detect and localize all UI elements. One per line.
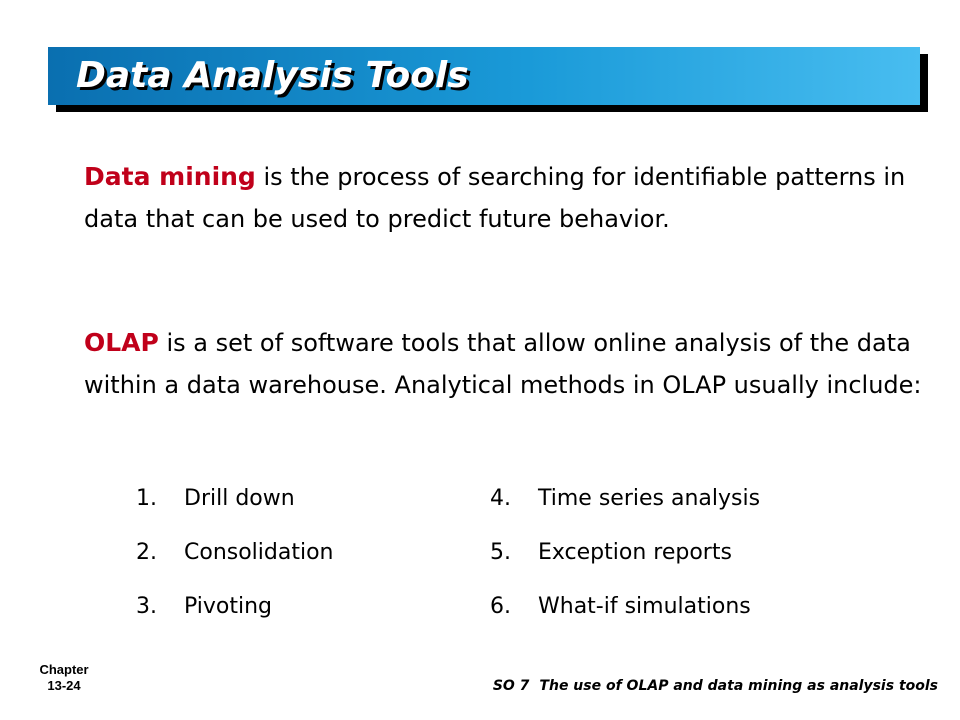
so-label: SO 7 (492, 678, 530, 694)
list-item (490, 585, 760, 639)
olap-term: OLAP (84, 328, 159, 357)
chapter-number: 13-24 (47, 678, 81, 693)
list-item (136, 477, 334, 531)
olap-paragraph (84, 322, 924, 406)
list-item (136, 585, 334, 639)
list-item (490, 477, 760, 531)
list-item (136, 531, 334, 585)
slide-title: Data Analysis Tools (76, 55, 469, 96)
list-number: 3. (136, 594, 157, 619)
list-label: Exception reports (538, 540, 732, 565)
list-number: 2. (136, 540, 157, 565)
list-label: Time series analysis (538, 486, 761, 511)
data-mining-definition: is the process of searching for identifiable patterns in data that can be used to predict future behavior. (84, 163, 906, 233)
so-text: The use of OLAP and data mining as analysis tools (539, 678, 938, 694)
list-item (490, 531, 760, 585)
list-number: 6. (490, 594, 511, 619)
list-label: Pivoting (184, 594, 273, 619)
list-label: Drill down (184, 486, 295, 511)
data-mining-paragraph (84, 156, 924, 240)
methods-list-left (136, 477, 334, 639)
chapter-word: Chapter (39, 662, 89, 677)
data-mining-term: Data mining (84, 162, 256, 191)
study-objective-note (493, 676, 938, 696)
olap-definition: is a set of software tools that allow online analysis of the data within a data warehouse. Analytical methods in OLAP usually include: (84, 329, 922, 399)
methods-list-right (490, 477, 760, 639)
list-number: 5. (490, 540, 511, 565)
chapter-label (26, 662, 102, 694)
list-number: 4. (490, 486, 511, 511)
list-number: 1. (136, 486, 157, 511)
list-label: Consolidation (184, 540, 334, 565)
list-label: What-if simulations (538, 594, 751, 619)
